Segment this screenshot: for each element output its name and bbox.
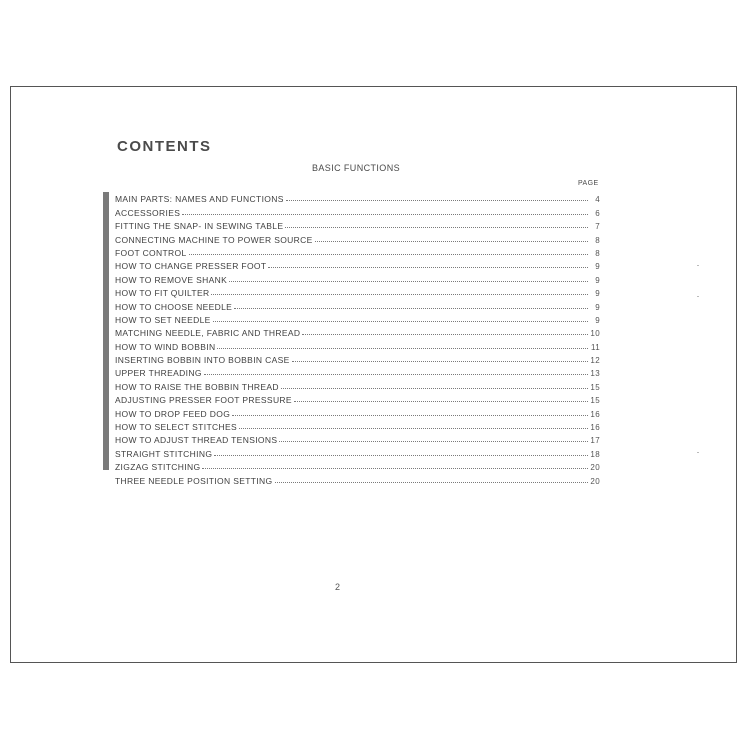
section-marker-bar [103, 192, 109, 470]
entry-page-number: 9 [595, 275, 600, 285]
entry-page-number: 7 [595, 222, 600, 232]
dot-leader [211, 294, 588, 295]
dot-leader [315, 241, 588, 242]
contents-entry [115, 472, 600, 485]
contents-entry [115, 285, 600, 298]
scan-speck [697, 452, 699, 453]
entry-label: HOW TO SELECT STITCHES [115, 422, 237, 433]
page-column-header: PAGE [578, 180, 599, 187]
contents-entry [115, 218, 600, 231]
entry-label: ACCESSORIES [115, 207, 181, 218]
entry-label: HOW TO ADJUST THREAD TENSIONS [115, 435, 278, 446]
contents-entry [115, 204, 600, 217]
contents-entry [115, 419, 600, 432]
entry-page-number: 16 [590, 423, 600, 433]
page-number: 2 [335, 582, 341, 592]
entry-label: HOW TO DROP FEED DOG [115, 408, 231, 419]
dot-leader [279, 441, 588, 442]
entry-label: ZIGZAG STITCHING [115, 462, 201, 473]
dot-leader [294, 401, 588, 402]
dot-leader [213, 321, 588, 322]
entry-label: HOW TO WIND BOBBIN [115, 341, 216, 352]
contents-entry [115, 298, 600, 311]
contents-entry [115, 258, 600, 271]
entry-page-number: 17 [590, 436, 600, 446]
entry-label: STRAIGHT STITCHING [115, 448, 213, 459]
contents-entry [115, 392, 600, 405]
dot-leader [189, 254, 588, 255]
dot-leader [182, 214, 588, 215]
entry-page-number: 10 [590, 329, 600, 339]
contents-entry [115, 405, 600, 418]
dot-leader [302, 334, 588, 335]
entry-page-number: 12 [590, 356, 600, 366]
dot-leader [268, 267, 588, 268]
entry-label: MATCHING NEEDLE, FABRIC AND THREAD [115, 328, 301, 339]
contents-entry [115, 271, 600, 284]
entry-page-number: 20 [590, 476, 600, 486]
dot-leader [275, 482, 588, 483]
entry-page-number: 8 [595, 235, 600, 245]
entry-label: THREE NEEDLE POSITION SETTING [115, 475, 273, 486]
scan-speck [697, 265, 699, 266]
entry-page-number: 9 [595, 262, 600, 272]
entry-page-number: 4 [595, 195, 600, 205]
dot-leader [229, 281, 588, 282]
entry-page-number: 16 [590, 409, 600, 419]
contents-entry [115, 365, 600, 378]
contents-entry [115, 231, 600, 244]
dot-leader [202, 468, 588, 469]
contents-entry [115, 325, 600, 338]
entry-label: MAIN PARTS: NAMES AND FUNCTIONS [115, 194, 284, 205]
entry-page-number: 18 [590, 449, 600, 459]
dot-leader [286, 200, 588, 201]
entry-label: ADJUSTING PRESSER FOOT PRESSURE [115, 395, 292, 406]
entry-page-number: 9 [595, 315, 600, 325]
entry-page-number: 15 [590, 382, 600, 392]
entry-page-number: 6 [595, 208, 600, 218]
scan-speck [697, 296, 699, 297]
contents-entry [115, 378, 600, 391]
section-heading: BASIC FUNCTIONS [312, 163, 401, 173]
entry-label: HOW TO REMOVE SHANK [115, 274, 228, 285]
contents-entry [115, 338, 600, 351]
dot-leader [214, 455, 588, 456]
entry-label: FITTING THE SNAP- IN SEWING TABLE [115, 221, 284, 232]
entry-label: HOW TO RAISE THE BOBBIN THREAD [115, 381, 279, 392]
entry-label: CONNECTING MACHINE TO POWER SOURCE [115, 234, 313, 245]
entry-label: INSERTING BOBBIN INTO BOBBIN CASE [115, 355, 290, 366]
entry-label: HOW TO CHANGE PRESSER FOOT [115, 261, 267, 272]
contents-entry [115, 245, 600, 258]
entry-page-number: 9 [595, 289, 600, 299]
entry-page-number: 9 [595, 302, 600, 312]
dot-leader [234, 308, 588, 309]
page-title: CONTENTS [117, 138, 212, 155]
contents-entry [115, 312, 600, 325]
entry-page-number: 13 [590, 369, 600, 379]
dot-leader [292, 361, 588, 362]
dot-leader [232, 415, 588, 416]
entry-page-number: 20 [590, 463, 600, 473]
contents-entry [115, 191, 600, 204]
entry-label: UPPER THREADING [115, 368, 202, 379]
entry-page-number: 15 [590, 396, 600, 406]
entry-label: HOW TO FIT QUILTER [115, 288, 210, 299]
entry-page-number: 8 [595, 248, 600, 258]
dot-leader [285, 227, 588, 228]
contents-entry [115, 459, 600, 472]
entry-label: HOW TO SET NEEDLE [115, 314, 211, 325]
contents-entry [115, 432, 600, 445]
dot-leader [217, 348, 588, 349]
contents-entry [115, 352, 600, 365]
dot-leader [239, 428, 588, 429]
dot-leader [281, 388, 588, 389]
entry-label: HOW TO CHOOSE NEEDLE [115, 301, 233, 312]
entry-label: FOOT CONTROL [115, 247, 187, 258]
dot-leader [204, 374, 588, 375]
contents-list [115, 191, 600, 486]
entry-page-number: 11 [590, 342, 600, 352]
contents-entry [115, 445, 600, 458]
